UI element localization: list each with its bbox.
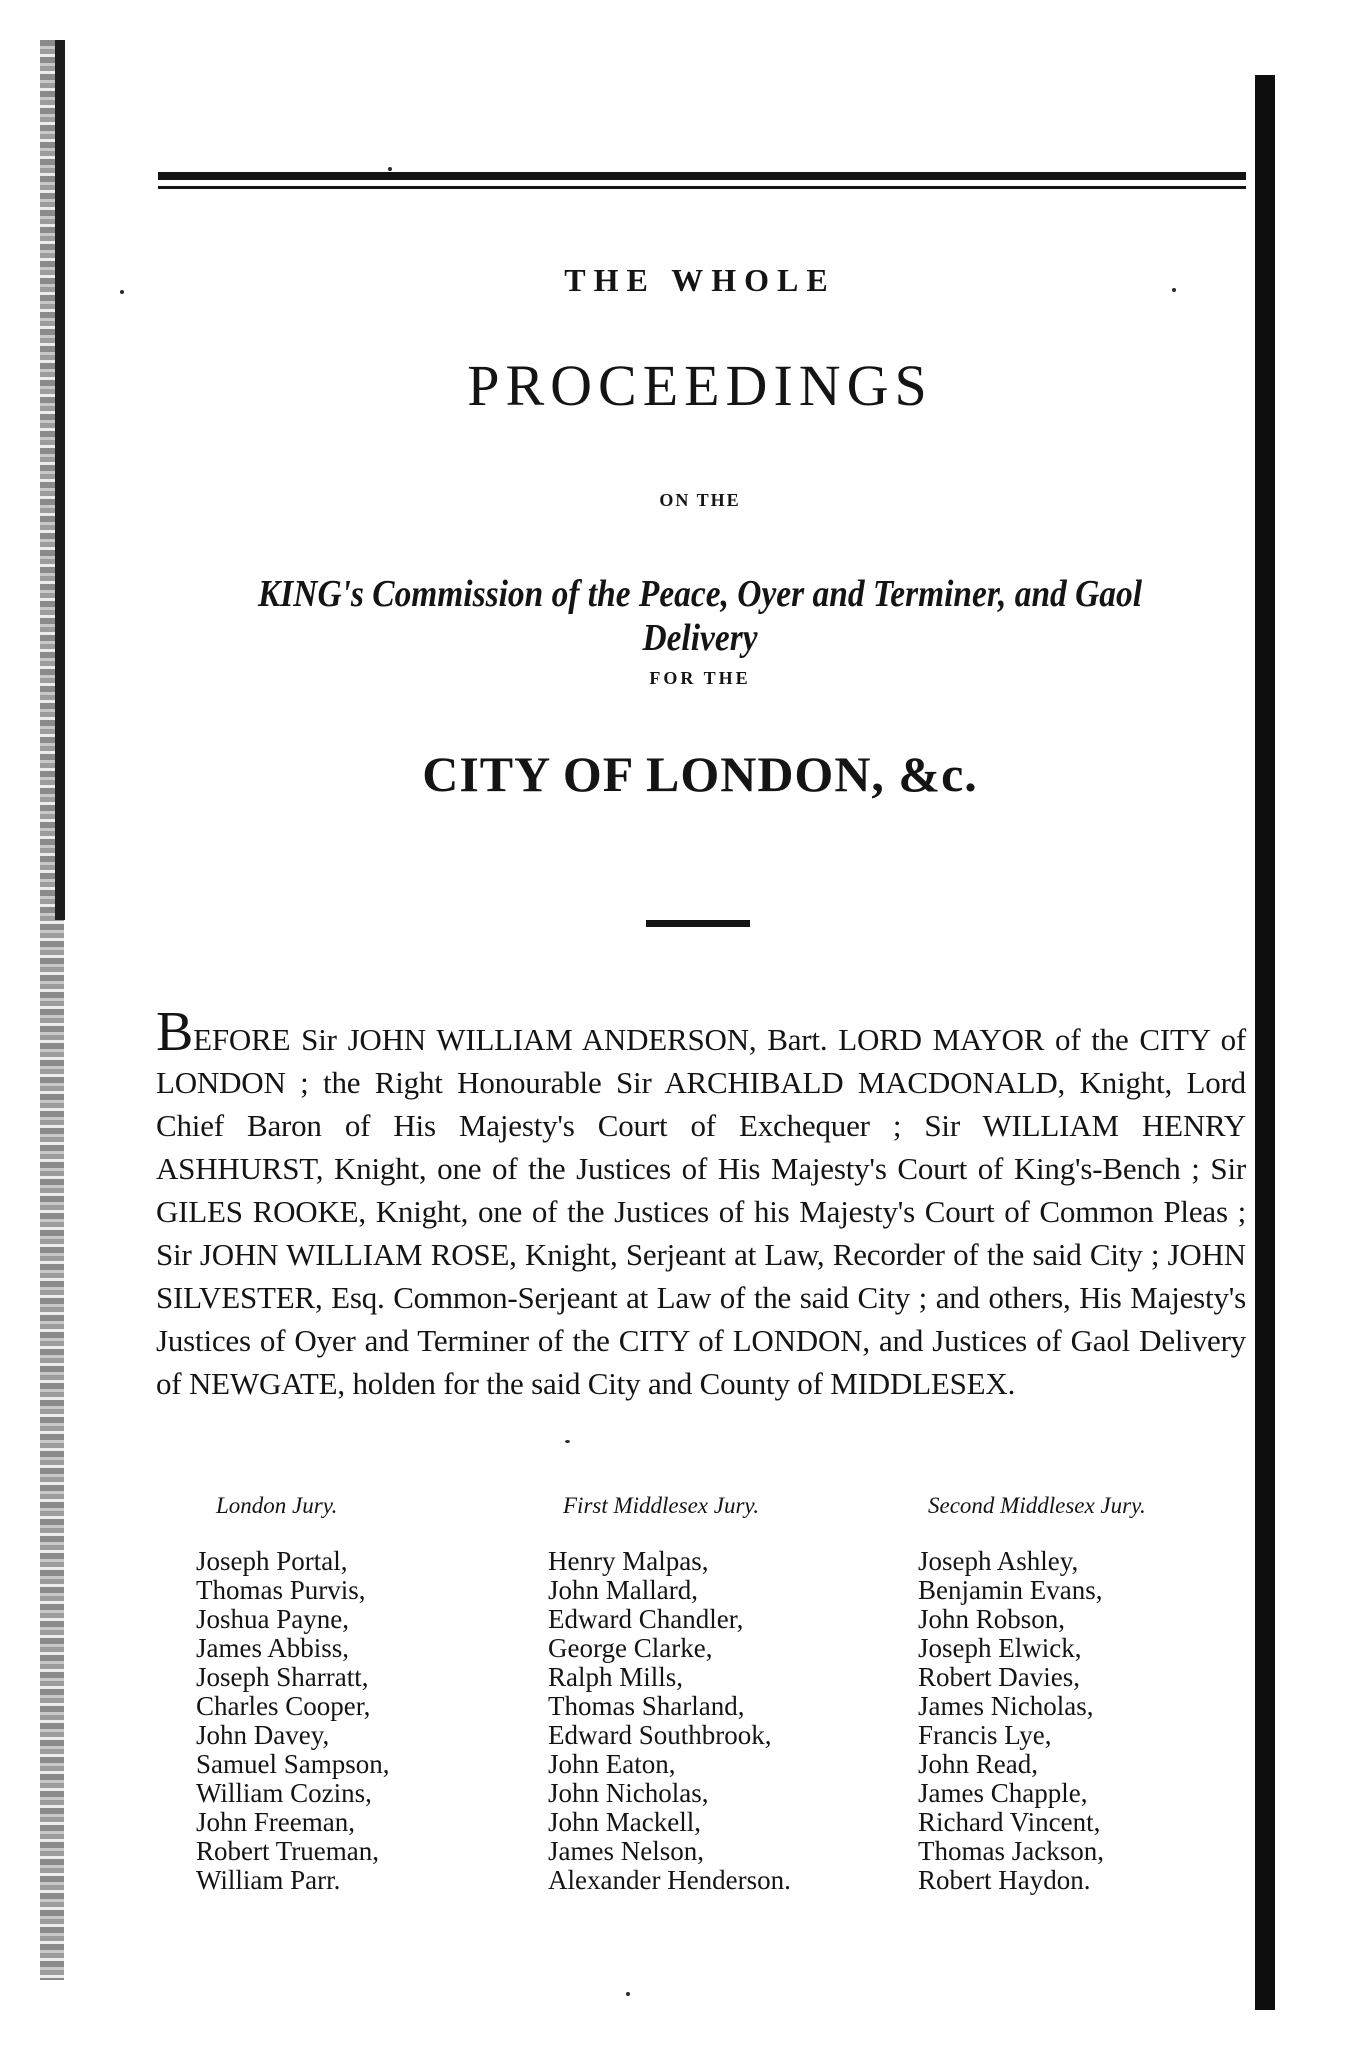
scan-speck — [120, 290, 124, 294]
jury-member: Henry Malpas, — [548, 1546, 709, 1576]
jury-member: Alexander Henderson. — [548, 1865, 791, 1895]
jury-member: Joseph Ashley, — [918, 1546, 1079, 1576]
jury-member: James Chapple, — [918, 1778, 1088, 1808]
page-edge-bar — [1255, 75, 1275, 2010]
jury-member: John Freeman, — [196, 1807, 355, 1837]
jury-member: Joseph Portal, — [196, 1546, 348, 1576]
jury-member: John Read, — [918, 1749, 1038, 1779]
jury-member: Thomas Sharland, — [548, 1691, 745, 1721]
scan-speck — [565, 1440, 570, 1443]
jury-member: William Cozins, — [196, 1778, 372, 1808]
jury-member: Edward Southbrook, — [548, 1720, 772, 1750]
jury-member: Robert Haydon. — [918, 1865, 1091, 1895]
first-middlesex-jury — [548, 1493, 868, 1895]
jury-member: George Clarke, — [548, 1633, 713, 1663]
jury-member: John Robson, — [918, 1604, 1066, 1634]
drop-cap: B — [156, 1001, 194, 1063]
jury-member-list — [548, 1547, 868, 1895]
jury-member: William Parr. — [196, 1865, 341, 1895]
jury-member: John Eaton, — [548, 1749, 676, 1779]
jury-member-list — [196, 1547, 496, 1895]
jury-member: John Davey, — [196, 1720, 330, 1750]
jury-title: First Middlesex Jury. — [563, 1493, 760, 1518]
header-rule-thin — [158, 186, 1246, 189]
jury-member: Thomas Purvis, — [196, 1575, 366, 1605]
jury-member: Edward Chandler, — [548, 1604, 744, 1634]
jury-member: Joseph Sharratt, — [196, 1662, 369, 1692]
jury-member-list — [918, 1547, 1238, 1895]
header-rule-thick — [158, 172, 1246, 180]
jury-member: Francis Lye, — [918, 1720, 1052, 1750]
court-preamble — [156, 1001, 1246, 1405]
title-city-of-london: CITY OF LONDON, &c. — [422, 746, 978, 802]
jury-member: Robert Trueman, — [196, 1836, 380, 1866]
jury-member: James Abbiss, — [196, 1633, 350, 1663]
jury-member: John Nicholas, — [548, 1778, 709, 1808]
jury-member: Richard Vincent, — [918, 1807, 1101, 1837]
jury-member: Samuel Sampson, — [196, 1749, 390, 1779]
title-for-the: FOR THE — [649, 668, 751, 688]
title-the-whole: THE WHOLE — [564, 262, 836, 298]
jury-member: John Mackell, — [548, 1807, 701, 1837]
scan-speck — [626, 1992, 630, 1996]
scan-speck — [388, 167, 392, 171]
jury-member: Charles Cooper, — [196, 1691, 371, 1721]
title-commission: KING's Commission of the Peace, Oyer and Terminer, and Gaol Delivery — [257, 573, 1143, 659]
second-middlesex-jury — [918, 1493, 1238, 1895]
binding-edge-shadow — [55, 40, 65, 920]
jury-member: James Nelson, — [548, 1836, 704, 1866]
title-on-the: ON THE — [659, 490, 741, 510]
jury-title: Second Middlesex Jury. — [928, 1493, 1146, 1518]
jury-member: Joseph Elwick, — [918, 1633, 1082, 1663]
jury-member: Ralph Mills, — [548, 1662, 684, 1692]
title-proceedings: PROCEEDINGS — [467, 353, 933, 418]
jury-member: Benjamin Evans, — [918, 1575, 1103, 1605]
jury-member: Thomas Jackson, — [918, 1836, 1104, 1866]
section-divider — [646, 920, 750, 927]
london-jury — [196, 1493, 496, 1895]
jury-member: James Nicholas, — [918, 1691, 1094, 1721]
jury-member: Robert Davies, — [918, 1662, 1080, 1692]
jury-title: London Jury. — [216, 1493, 338, 1518]
jury-member: John Mallard, — [548, 1575, 698, 1605]
jury-member: Joshua Payne, — [196, 1604, 349, 1634]
scan-speck — [1172, 288, 1176, 292]
preamble-text: EFORE Sir JOHN WILLIAM ANDERSON, Bart. LORD MAYOR of the CITY of LONDON ; the Right Honourable Sir ARCHIBALD MACDONALD, Knight, Lord Chief Baron of His Majesty's Court of Exchequer ; Sir WILLIAM HENRY ASHHURST, Knight, one of the Justices of His Majesty's Court of King's-Bench ; Sir GILES ROOKE, Knight, one of the Justices of his Majesty's Court of Common Pleas ; Sir JOHN WILLIAM ROSE, Knight, Serjeant at Law, Recorder of the said City ; JOHN SILVESTER, Esq. Common-Serjeant at Law of the said City ; and others, His Majesty's Justices of Oyer and Terminer of the CITY of LONDON, and Justices of Gaol Delivery of NEWGATE, holden for the said City and County of MIDDLESEX. — [156, 1022, 1246, 1401]
